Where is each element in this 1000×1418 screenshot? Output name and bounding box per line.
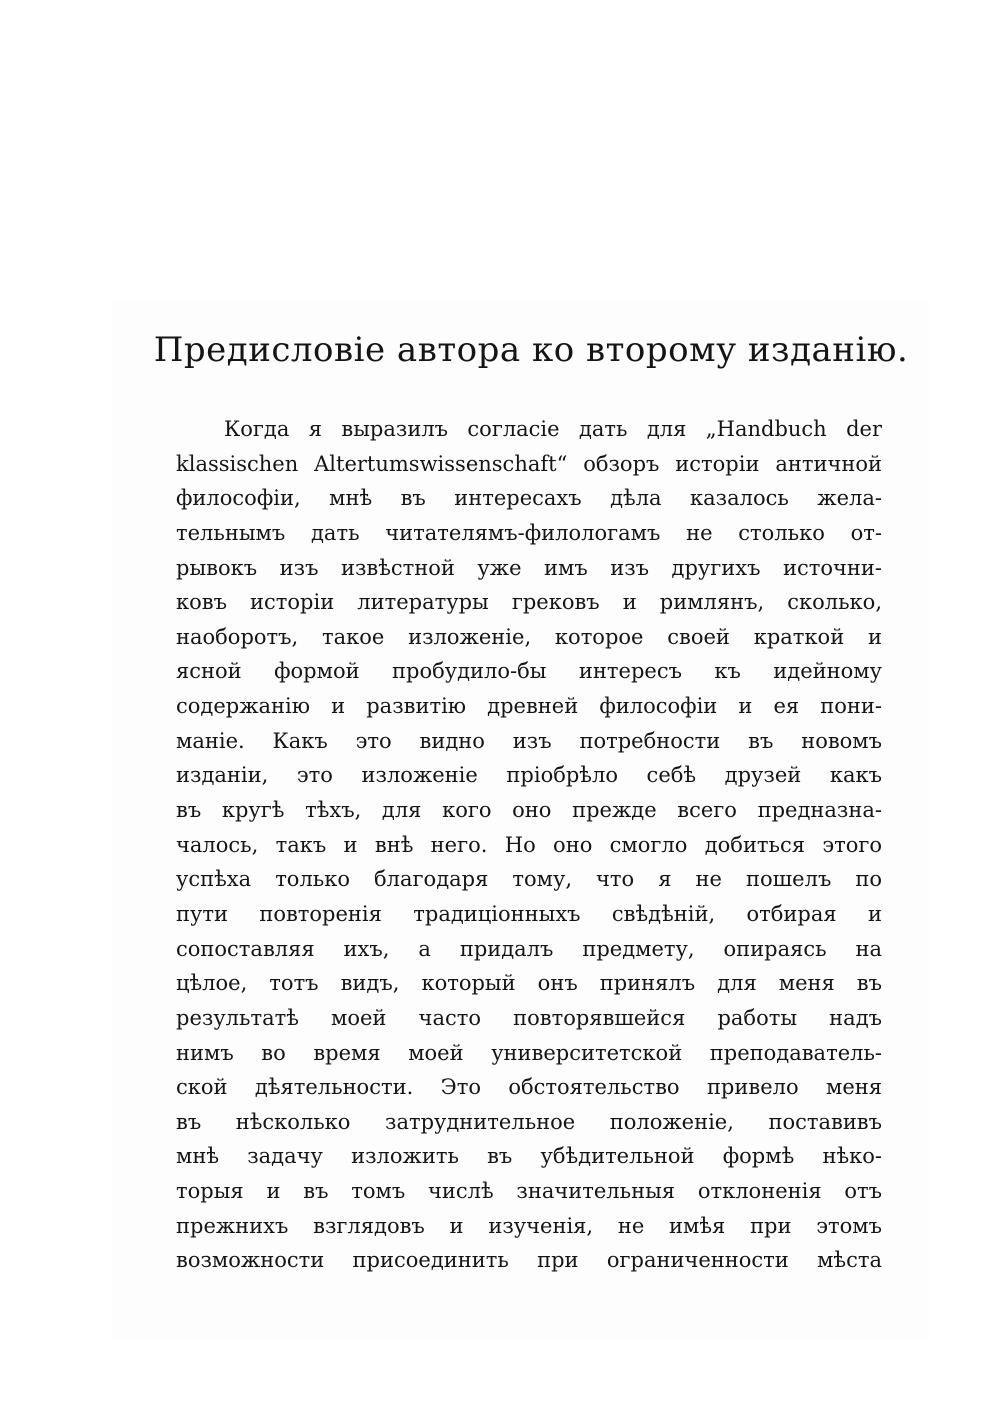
- page-heading: Предисловіе автора ко второму изданію.: [153, 330, 909, 370]
- text-line: пути повторенія традиціонныхъ свѣдѣній, отбирая и: [176, 901, 882, 926]
- text-line: нимъ во время моей университетской преподаватель-: [176, 1040, 882, 1065]
- text-line: сопоставляя ихъ, а придалъ предмету, опираясь на: [176, 936, 882, 961]
- text-line: ясной формой пробудило-бы интересъ къ идейному: [176, 659, 882, 684]
- text-line: прежнихъ взглядовъ и изученія, не имѣя при этомъ: [176, 1213, 882, 1238]
- text-line: наоборотъ, такое изложеніе, которое своей краткой и: [176, 624, 882, 649]
- text-line: результатѣ моей часто повторявшейся работы надъ: [176, 1005, 882, 1030]
- text-line: рывокъ изъ извѣстной уже имъ изъ другихъ источни-: [176, 555, 882, 580]
- text-line: маніе. Какъ это видно изъ потребности въ новомъ: [176, 728, 882, 753]
- text-line: Когда я выразилъ согласіе дать для „Handbuch der: [224, 417, 882, 441]
- text-line: изданіи, это изложеніе пріобрѣло себѣ друзей какъ: [176, 763, 882, 788]
- text-line: содержанію и развитію древней философіи и ея пони-: [176, 694, 882, 719]
- text-line: цѣлое, тотъ видъ, который онъ принялъ для меня въ: [176, 971, 882, 996]
- text-line: мнѣ задачу изложить въ убѣдительной формѣ нѣко-: [176, 1144, 882, 1169]
- text-line: ковъ исторіи литературы грековъ и римлянъ, сколько,: [176, 590, 882, 615]
- text-line: возможности присоединить при ограниченности мѣста: [176, 1248, 882, 1273]
- text-line: klassischen Altertumswissenschaft“ обзоръ исторіи античной: [176, 451, 882, 476]
- text-line: тельнымъ дать читателямъ-филологамъ не столько от-: [176, 520, 882, 545]
- text-line: торыя и въ томъ числѣ значительныя отклоненія отъ: [176, 1179, 882, 1204]
- text-line: въ нѣсколько затруднительное положеніе, поставивъ: [176, 1109, 882, 1134]
- text-line: ской дѣятельности. Это обстоятельство привело меня: [176, 1075, 882, 1100]
- text-line: въ кругѣ тѣхъ, для кого оно прежде всего предназна-: [176, 798, 882, 823]
- text-line: успѣха только благодаря тому, что я не пошелъ по: [176, 867, 882, 892]
- body-paragraph: [176, 412, 882, 1278]
- text-line: чалось, такъ и внѣ него. Но оно смогло добиться этого: [176, 832, 882, 857]
- text-line: философіи, мнѣ въ интересахъ дѣла казалось жела-: [176, 486, 882, 511]
